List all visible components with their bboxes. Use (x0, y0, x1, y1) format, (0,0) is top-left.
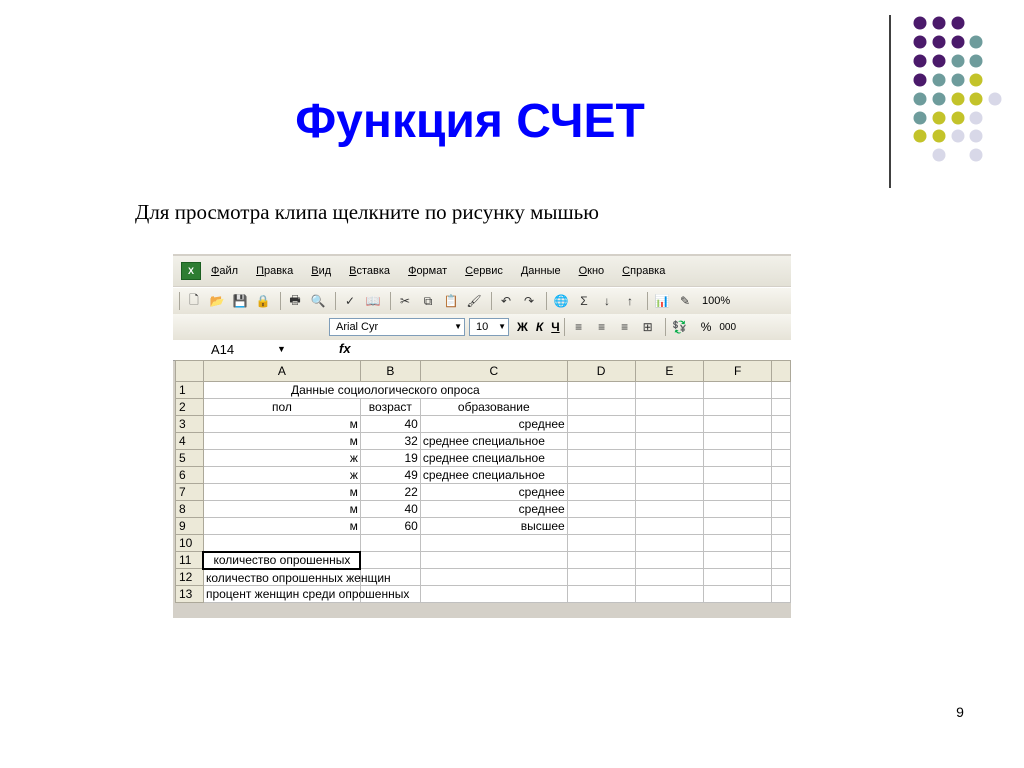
decorative-dot (952, 93, 965, 106)
row-header[interactable]: 3 (176, 416, 204, 433)
column-header[interactable]: E (635, 361, 704, 382)
cell-a[interactable] (203, 586, 410, 603)
cell-empty[interactable] (635, 382, 704, 399)
cell-empty[interactable] (704, 399, 772, 416)
chevron-down-icon[interactable]: ▼ (277, 344, 286, 354)
sort-descending-icon[interactable]: ↑ (627, 294, 633, 308)
decorative-dot (933, 149, 946, 162)
cell-empty[interactable] (567, 535, 635, 552)
permission-icon[interactable]: 🔒 (255, 294, 271, 308)
cell-empty[interactable] (772, 484, 791, 501)
cell-empty[interactable] (772, 467, 791, 484)
cell-c[interactable]: среднее (420, 501, 567, 518)
merge-center-icon[interactable]: ⊞ (642, 320, 653, 334)
cell-a[interactable]: м (203, 433, 360, 450)
undo-icon[interactable]: ↶ (500, 294, 512, 308)
decorative-dot (933, 74, 946, 87)
font-size-select[interactable] (469, 318, 509, 336)
cell-empty[interactable] (635, 535, 704, 552)
cell-empty[interactable] (567, 467, 635, 484)
cell-c[interactable] (420, 569, 567, 586)
cell-empty[interactable] (704, 433, 772, 450)
toolbar-separator (390, 292, 391, 310)
table-row (176, 535, 791, 552)
cell-b[interactable] (360, 552, 420, 569)
row-header[interactable]: 5 (176, 450, 204, 467)
cell-empty[interactable] (772, 416, 791, 433)
underline-button[interactable]: Ч (551, 320, 560, 334)
excel-document-icon: X (181, 262, 201, 280)
cell-empty[interactable] (704, 382, 772, 399)
cell-empty[interactable] (567, 416, 635, 433)
cell-b[interactable]: 40 (360, 501, 420, 518)
cell-empty[interactable] (567, 501, 635, 518)
new-document-icon[interactable]: 🗋 (189, 292, 199, 307)
cell-empty[interactable] (772, 399, 791, 416)
row-header[interactable]: 10 (176, 535, 204, 552)
format-painter-icon[interactable]: 🖌 (466, 294, 482, 308)
italic-button[interactable]: К (535, 320, 544, 334)
decorative-dot (952, 36, 965, 49)
cell-empty[interactable] (567, 552, 635, 569)
cell-empty[interactable] (772, 382, 791, 399)
cell-a[interactable]: ж (203, 467, 360, 484)
cell-empty[interactable] (772, 518, 791, 535)
cell-a[interactable] (203, 552, 360, 569)
menu-window[interactable]: Окно (578, 265, 605, 277)
table-row (176, 433, 791, 450)
cell-empty[interactable] (772, 569, 791, 586)
row-header[interactable]: 12 (176, 569, 204, 586)
cell-empty[interactable] (704, 450, 772, 467)
cell-empty[interactable] (635, 586, 704, 603)
slide-title: Функция СЧЕТ (295, 95, 645, 148)
menu-help[interactable]: Справка (622, 265, 666, 277)
row-header[interactable]: 9 (176, 518, 204, 535)
decorative-dot (970, 112, 983, 125)
row-header[interactable]: 13 (176, 586, 204, 603)
cell-c[interactable]: высшее (420, 518, 567, 535)
page-number: 9 (956, 704, 964, 720)
table-row (176, 586, 791, 603)
decorative-vertical-line (889, 15, 891, 188)
save-icon[interactable]: 💾 (232, 294, 248, 308)
insert-function-icon[interactable]: fx (339, 341, 351, 356)
menu-file[interactable]: Файл (211, 265, 239, 277)
print-preview-icon[interactable]: 🔍 (310, 294, 326, 308)
cell-empty[interactable] (772, 450, 791, 467)
decorative-dot (933, 55, 946, 68)
font-name-select[interactable] (329, 318, 465, 336)
cell-empty[interactable] (567, 382, 635, 399)
chevron-down-icon[interactable]: ▼ (454, 322, 462, 331)
cell-empty[interactable] (567, 569, 635, 586)
cell-a[interactable]: Данные социологического опроса (203, 382, 567, 399)
decorative-dot (952, 112, 965, 125)
cell-empty[interactable] (635, 399, 704, 416)
decorative-dot (952, 55, 965, 68)
drawing-icon[interactable]: ✎ (679, 294, 691, 308)
cell-c[interactable]: среднее специальное (420, 433, 567, 450)
select-all-corner[interactable] (176, 361, 204, 382)
menu-view[interactable]: Вид (311, 265, 332, 277)
cell-empty[interactable] (635, 450, 704, 467)
decorative-dot (952, 130, 965, 143)
row-header[interactable]: 6 (176, 467, 204, 484)
menu-insert[interactable]: Вставка (349, 265, 391, 277)
print-icon[interactable]: 🖶 (289, 292, 301, 307)
standard-toolbar (173, 287, 791, 314)
decorative-dot (970, 93, 983, 106)
decorative-dot (914, 17, 927, 30)
cell-a[interactable]: м (203, 416, 360, 433)
comma-style-button[interactable]: 000 (719, 321, 737, 333)
cell-empty[interactable] (772, 433, 791, 450)
cell-b[interactable]: 32 (360, 433, 420, 450)
menu-data[interactable]: Данные (520, 265, 561, 277)
cell-a[interactable]: м (203, 518, 360, 535)
cell-empty[interactable] (704, 535, 772, 552)
cell-c[interactable]: среднее специальное (420, 467, 567, 484)
cell-empty[interactable] (635, 433, 704, 450)
toolbar-separator (647, 292, 648, 310)
bold-button[interactable]: Ж (517, 320, 528, 334)
table-row (176, 399, 791, 416)
row-header[interactable]: 2 (176, 399, 204, 416)
cell-b[interactable] (360, 535, 420, 552)
cell-c[interactable] (420, 552, 567, 569)
cell-empty[interactable] (704, 484, 772, 501)
column-header-row (176, 361, 791, 382)
cell-text: процент женщин среди опрошенных (205, 587, 410, 601)
column-header[interactable]: A (203, 361, 360, 382)
decorative-dot (970, 74, 983, 87)
cell-empty[interactable] (772, 501, 791, 518)
zoom-level[interactable]: 100% (702, 295, 731, 307)
cell-c[interactable]: образование (420, 399, 567, 416)
cell-text: количество опрошенных (213, 553, 351, 567)
name-box[interactable] (173, 340, 299, 359)
decorative-dot (914, 36, 927, 49)
excel-clip-image[interactable] (173, 254, 791, 618)
table-row (176, 450, 791, 467)
font-name-value: Arial Cyr (336, 321, 379, 333)
column-header[interactable]: F (704, 361, 772, 382)
open-folder-icon[interactable]: 📂 (209, 294, 225, 308)
cell-c[interactable] (420, 535, 567, 552)
cell-empty[interactable] (704, 501, 772, 518)
decorative-dot (914, 130, 927, 143)
cell-a[interactable]: м (203, 501, 360, 518)
decorative-dot (914, 112, 927, 125)
table-row (176, 569, 791, 586)
table-row (176, 501, 791, 518)
cell-b[interactable]: 22 (360, 484, 420, 501)
cell-empty[interactable] (635, 552, 704, 569)
decorative-dot (933, 112, 946, 125)
toolbar-grip (179, 292, 180, 310)
cell-empty[interactable] (635, 501, 704, 518)
cell-empty[interactable] (704, 467, 772, 484)
toolbar-separator (665, 318, 666, 336)
decorative-dot (933, 17, 946, 30)
cell-empty[interactable] (635, 518, 704, 535)
toolbar-separator (546, 292, 547, 310)
decorative-dot (970, 130, 983, 143)
cell-a[interactable] (203, 535, 360, 552)
cell-empty[interactable] (567, 450, 635, 467)
menu-edit[interactable]: Правка (256, 265, 294, 277)
slide-subtitle: Для просмотра клипа щелкните по рисунку мышью (135, 200, 599, 224)
chart-wizard-icon[interactable]: 📊 (654, 294, 670, 308)
cell-a[interactable] (203, 569, 391, 586)
decorative-dot (914, 55, 927, 68)
cell-text: количество опрошенных женщин (205, 570, 391, 585)
decorative-dot (970, 36, 983, 49)
row-header[interactable]: 7 (176, 484, 204, 501)
formula-bar (173, 340, 791, 361)
chevron-down-icon[interactable]: ▼ (498, 322, 506, 331)
decorative-dot (952, 17, 965, 30)
cell-empty[interactable] (704, 552, 772, 569)
cell-empty[interactable] (567, 518, 635, 535)
cell-c[interactable]: среднее специальное (420, 450, 567, 467)
toolbar-separator (280, 292, 281, 310)
table-row (176, 484, 791, 501)
cell-empty[interactable] (772, 552, 791, 569)
menu-format[interactable]: Формат (408, 265, 448, 277)
cell-empty[interactable] (704, 586, 772, 603)
cell-empty[interactable] (567, 433, 635, 450)
toolbar-separator (491, 292, 492, 310)
copy-icon[interactable]: ⧉ (423, 293, 433, 308)
column-header[interactable] (772, 361, 791, 382)
cell-empty[interactable] (635, 484, 704, 501)
cell-a[interactable]: пол (203, 399, 360, 416)
spreadsheet-grid (175, 360, 791, 603)
decorative-dot (989, 93, 1002, 106)
currency-icon[interactable]: 💱 (672, 320, 688, 334)
percent-style-button[interactable]: % (700, 320, 712, 334)
row-header[interactable]: 11 (176, 552, 204, 569)
align-left-icon[interactable]: ≡ (575, 320, 583, 334)
decorative-dot (970, 55, 983, 68)
cell-b[interactable]: 19 (360, 450, 420, 467)
cell-c[interactable]: среднее (420, 484, 567, 501)
cell-empty[interactable] (704, 518, 772, 535)
cell-empty[interactable] (567, 399, 635, 416)
table-row (176, 518, 791, 535)
paste-icon[interactable]: 📋 (443, 294, 459, 308)
table-row (176, 552, 791, 569)
decorative-dot (933, 36, 946, 49)
decorative-dot (914, 93, 927, 106)
row-header[interactable]: 8 (176, 501, 204, 518)
cell-empty[interactable] (567, 484, 635, 501)
menu-tools[interactable]: Сервис (465, 265, 503, 277)
align-right-icon[interactable]: ≡ (621, 320, 629, 334)
row-header[interactable]: 1 (176, 382, 204, 399)
cell-empty[interactable] (567, 586, 635, 603)
decorative-dot (933, 93, 946, 106)
cell-a[interactable]: ж (203, 450, 360, 467)
cell-empty[interactable] (635, 467, 704, 484)
column-header[interactable]: D (567, 361, 635, 382)
formatting-toolbar (173, 314, 791, 340)
table-row (176, 416, 791, 433)
cell-c[interactable] (420, 586, 567, 603)
decorative-dot (970, 149, 983, 162)
cell-empty[interactable] (704, 416, 772, 433)
row-header[interactable]: 4 (176, 433, 204, 450)
name-box-value: A14 (211, 342, 235, 357)
redo-icon[interactable]: ↷ (523, 294, 535, 308)
cell-b[interactable]: 40 (360, 416, 420, 433)
cell-empty[interactable] (772, 535, 791, 552)
toolbar-separator (335, 292, 336, 310)
cell-b[interactable]: возраст (360, 399, 420, 416)
decorative-dot (933, 130, 946, 143)
cell-c[interactable]: среднее (420, 416, 567, 433)
hyperlink-icon[interactable]: 🌐 (553, 294, 569, 308)
table-row (176, 382, 791, 399)
toolbar-separator (564, 318, 565, 336)
cell-b[interactable]: 49 (360, 467, 420, 484)
decorative-dot (914, 74, 927, 87)
font-size-value: 10 (476, 321, 489, 333)
research-icon[interactable]: 📖 (365, 294, 381, 308)
excel-menu-bar (173, 256, 791, 286)
autosum-icon[interactable]: Σ (580, 294, 588, 308)
column-header[interactable]: B (360, 361, 420, 382)
table-row (176, 467, 791, 484)
cell-empty[interactable] (635, 416, 704, 433)
cell-a[interactable]: м (203, 484, 360, 501)
column-header[interactable]: C (420, 361, 567, 382)
cut-icon[interactable]: ✂ (399, 294, 411, 308)
decorative-dot (952, 74, 965, 87)
spelling-icon[interactable]: ✓ (344, 294, 356, 308)
cell-empty[interactable] (704, 569, 772, 586)
cell-empty[interactable] (772, 586, 791, 603)
cell-empty[interactable] (635, 569, 704, 586)
align-center-icon[interactable]: ≡ (598, 320, 606, 334)
sort-ascending-icon[interactable]: ↓ (604, 294, 610, 308)
cell-b[interactable]: 60 (360, 518, 420, 535)
